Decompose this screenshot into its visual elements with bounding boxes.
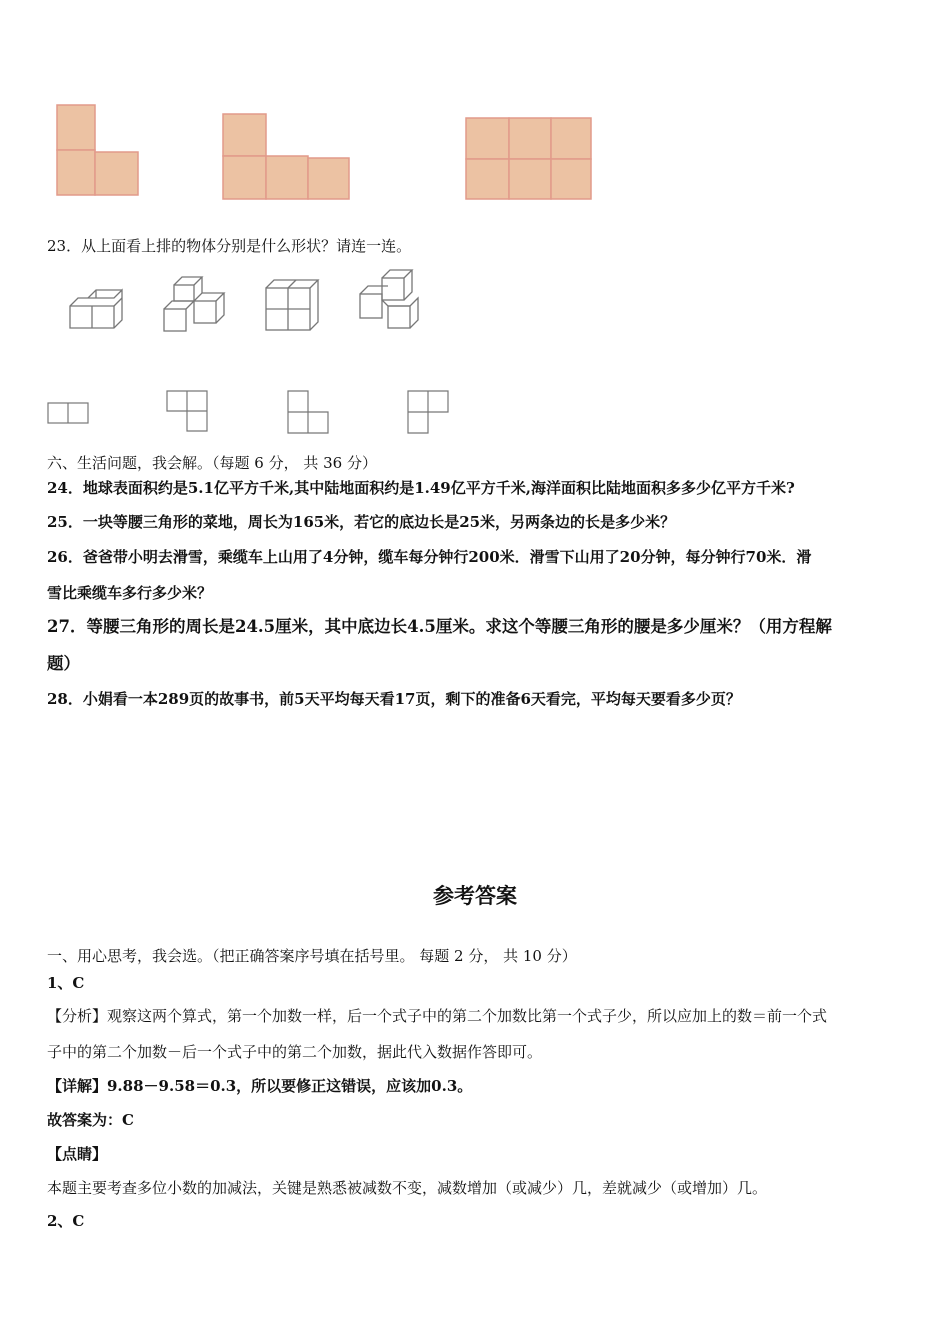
answers-section-1-heading: 一、用心思考，我会选。（把正确答案序号填在括号里。 每题 2 分， 共 10 分） xyxy=(47,947,577,965)
view-option-4 xyxy=(407,390,451,436)
figure-l-shape-long xyxy=(222,113,352,201)
answer-1: 1、C xyxy=(47,974,85,992)
cube-figure-3 xyxy=(264,278,322,332)
answers-title: 参考答案 xyxy=(433,883,517,908)
question-23: 23．从上面看上排的物体分别是什么形状？请连一连。 xyxy=(47,237,412,255)
question-26-line-2: 雪比乘缆车多行多少米？ xyxy=(47,584,213,602)
question-25: 25．一块等腰三角形的菜地，周长为165米，若它的底边长是25米，另两条边的长是多少米？ xyxy=(47,513,676,531)
cube-figure-2 xyxy=(162,275,226,335)
conclusion: 故答案为：C xyxy=(47,1111,134,1129)
analysis-line-1: 【分析】观察这两个算式，第一个加数一样，后一个式子中的第二个加数比第一个式子少，所以应加上的数＝前一个式 xyxy=(47,1007,828,1025)
question-27-line-2: 题） xyxy=(47,654,80,673)
figure-l-shape-small xyxy=(56,104,142,198)
cube-figure-4 xyxy=(358,268,424,332)
detail: 【详解】9.88－9.58＝0.3，所以要修正这错误，应该加0.3。 xyxy=(47,1077,473,1095)
question-28: 28．小娟看一本289页的故事书，前5天平均每天看17页，剩下的准备6天看完，平均每天要看多少页？ xyxy=(47,690,741,708)
answer-2: 2、C xyxy=(47,1212,85,1230)
analysis-line-2: 子中的第二个加数－后一个式子中的第二个加数，据此代入数据作答即可。 xyxy=(47,1043,543,1061)
comment-label: 【点睛】 xyxy=(47,1145,108,1163)
view-option-2 xyxy=(166,390,210,434)
cube-figure-1 xyxy=(68,286,124,332)
figure-rectangle-grid xyxy=(465,117,595,201)
comment: 本题主要考查多位小数的加减法，关键是熟悉被减数不变，减数增加（或减少）几，差就减少（或增加）几。 xyxy=(47,1179,768,1197)
question-26-line-1: 26．爸爸带小明去滑雪，乘缆车上山用了4分钟，缆车每分钟行200米．滑雪下山用了20分钟，每分钟行70米．滑 xyxy=(47,548,812,566)
view-option-3 xyxy=(287,390,331,436)
question-24: 24．地球表面积约是5.1亿平方千米,其中陆地面积约是1.49亿平方千米,海洋面积比陆地面积多多少亿平方千米? xyxy=(47,479,795,497)
question-27-line-1: 27．等腰三角形的周长是24.5厘米，其中底边长4.5厘米。求这个等腰三角形的腰是多少厘米？（用方程解 xyxy=(47,617,832,636)
view-option-1 xyxy=(47,402,91,426)
section-6-heading: 六、生活问题，我会解。（每题 6 分， 共 36 分） xyxy=(47,454,377,472)
